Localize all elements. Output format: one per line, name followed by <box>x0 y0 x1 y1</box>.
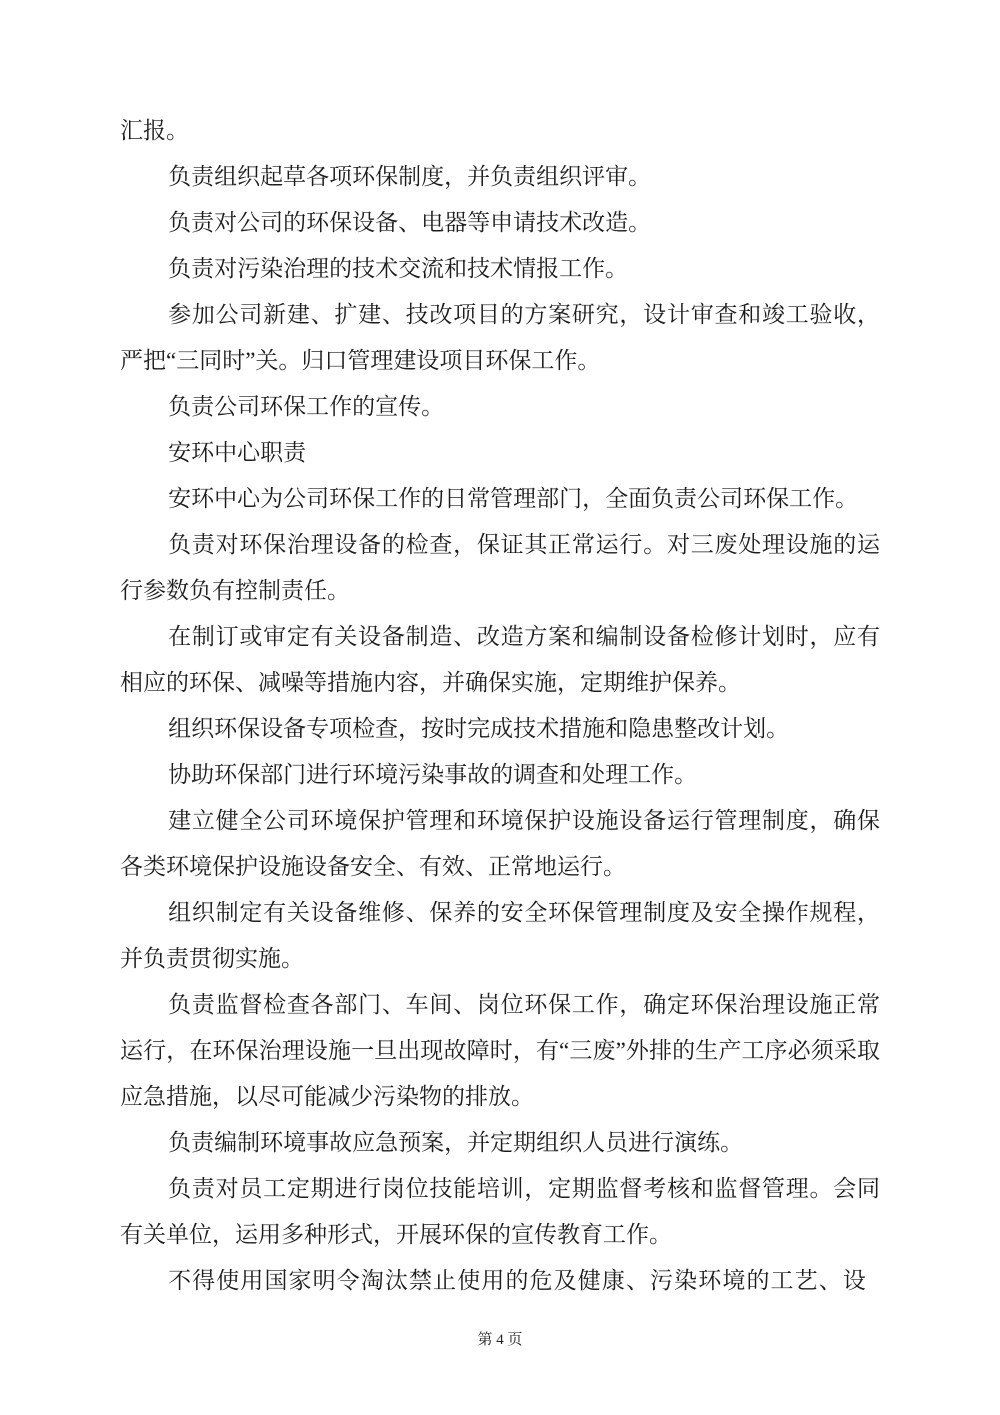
paragraph: 安环中心为公司环保工作的日常管理部门，全面负责公司环保工作。 <box>168 486 859 511</box>
document-body <box>120 108 880 1304</box>
paragraph: 在制订或审定有关设备制造、改造方案和编制设备检修计划时，应有相应的环保、减噪等措施内容，并确保实施，定期维护保养。 <box>120 624 880 695</box>
paragraph: 负责编制环境事故应急预案，并定期组织人员进行演练。 <box>168 1130 744 1155</box>
paragraph: 组织环保设备专项检查，按时完成技术措施和隐患整改计划。 <box>168 716 790 741</box>
paragraph: 负责监督检查各部门、车间、岗位环保工作，确定环保治理设施正常运行，在环保治理设施一旦出现故障时，有“三废”外排的生产工序必须采取应急措施，以尽可能减少污染物的排放。 <box>120 992 880 1109</box>
paragraph: 不得使用国家明令淘汰禁止使用的危及健康、污染环境的工艺、设 <box>168 1268 867 1293</box>
paragraph: 负责对污染治理的技术交流和技术情报工作。 <box>168 256 629 281</box>
paragraph: 协助环保部门进行环境污染事故的调查和处理工作。 <box>168 762 698 787</box>
paragraph: 负责公司环保工作的宣传。 <box>168 394 445 419</box>
paragraph: 负责对员工定期进行岗位技能培训，定期监督考核和监督管理。会同有关单位，运用多种形式，开展环保的宣传教育工作。 <box>120 1176 880 1247</box>
paragraph: 安环中心职责 <box>168 440 307 465</box>
paragraph: 参加公司新建、扩建、技改项目的方案研究，设计审查和竣工验收，严把“三同时”关。归口管理建设项目环保工作。 <box>120 302 880 373</box>
paragraph: 组织制定有关设备维修、保养的安全环保管理制度及安全操作规程，并负责贯彻实施。 <box>120 900 880 971</box>
page-footer <box>0 1330 1000 1350</box>
paragraph: 负责对公司的环保设备、电器等申请技术改造。 <box>168 210 652 235</box>
paragraph: 负责组织起草各项环保制度，并负责组织评审。 <box>168 164 652 189</box>
paragraph: 汇报。 <box>120 118 189 143</box>
paragraph: 负责对环保治理设备的检查，保证其正常运行。对三废处理设施的运行参数负有控制责任。 <box>120 532 880 603</box>
page-number: 第 4 页 <box>477 1332 523 1348</box>
paragraph: 建立健全公司环境保护管理和环境保护设施设备运行管理制度，确保各类环境保护设施设备安全、有效、正常地运行。 <box>120 808 880 879</box>
